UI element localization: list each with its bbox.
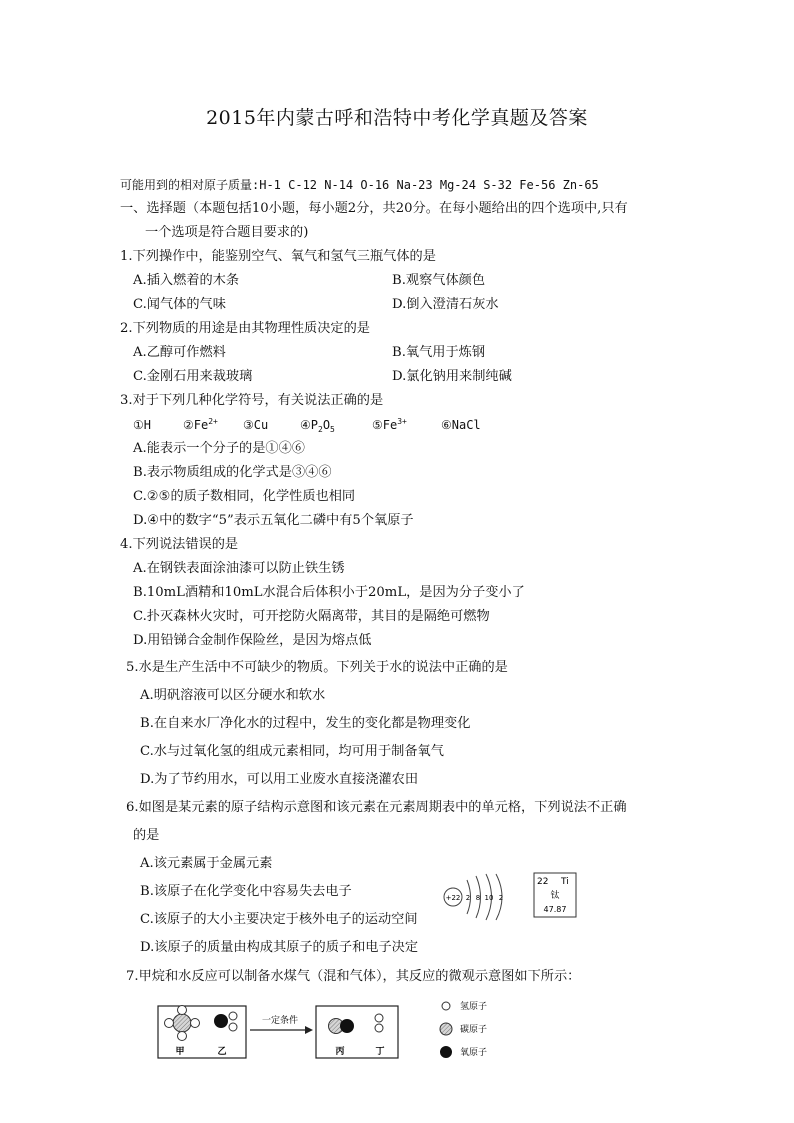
q6-stem-line1: 6.如图是某元素的原子结构示意图和该元素在元素周期表中的单元格，下列说法不正确: [126, 800, 627, 815]
hydrogen-atom: [229, 1012, 237, 1020]
q3-symbol-3: ③Cu: [243, 418, 269, 432]
q2-stem: 2.下列物质的用途是由其物理性质决定的是: [120, 321, 370, 336]
q3-symbol-4: $④P_2O_5$: [300, 418, 335, 434]
product-box: [316, 1006, 398, 1058]
legend-carbon-icon: [440, 1023, 452, 1035]
atom-structure-diagram: [440, 866, 520, 926]
shell-electrons-3: 10: [484, 894, 494, 902]
page-title: 2015年内蒙古呼和浩特中考化学真题及答案: [206, 107, 588, 129]
atomic-mass-line: 可能用到的相对原子质量:H-1 C-12 N-14 O-16 Na-23 Mg-24 S-32 Fe-56 Zn-65: [120, 178, 599, 192]
q1-option-c: C.闻气体的气味: [133, 297, 226, 312]
hydrogen-atom: [165, 1019, 174, 1028]
q3-symbol-6: ⑥NaCl: [441, 418, 481, 432]
label-ding: 丁: [375, 1047, 385, 1057]
q3-option-b: B.表示物质组成的化学式是③④⑥: [133, 465, 332, 480]
cell-atomic-number: 22: [537, 877, 549, 887]
cell-symbol: Ti: [561, 877, 569, 887]
hydrogen-atom: [191, 1019, 200, 1028]
q1-option-b: B.观察气体颜色: [392, 273, 486, 288]
label-jia: 甲: [175, 1047, 185, 1057]
q4-option-b: B.10mL酒精和10mL水混合后体积小于20mL，是因为分子变小了: [133, 585, 525, 600]
carbon-atom: [173, 1014, 191, 1032]
q5-option-a: A.明矾溶液可以区分硬水和软水: [140, 688, 326, 703]
hydrogen-atom: [178, 1006, 187, 1015]
q3-symbol-2: $②Fe^{2+}$: [183, 417, 218, 432]
q3-option-c: C.②⑤的质子数相同，化学性质也相同: [133, 489, 356, 504]
reaction-condition: 一定条件: [261, 1016, 299, 1026]
q5-option-c: C.水与过氧化氢的组成元素相同，均可用于制备氧气: [140, 744, 444, 759]
legend-hydrogen-label: 氢原子: [460, 1002, 488, 1012]
q2-option-c: C.金刚石用来裁玻璃: [133, 369, 253, 384]
q5-stem: 5.水是生产生活中不可缺少的物质。下列关于水的说法中正确的是: [126, 660, 508, 675]
label-yi: 乙: [217, 1047, 227, 1057]
label-bing: 丙: [335, 1047, 345, 1057]
oxygen-atom: [341, 1020, 354, 1033]
legend-oxygen-icon: [441, 1047, 452, 1058]
periodic-table-cell: [533, 872, 577, 918]
section-heading-line2: 一个选项是符合题目要求的): [145, 225, 309, 240]
oxygen-atom: [215, 1015, 228, 1028]
legend-hydrogen-icon: [442, 1002, 450, 1010]
cell-atomic-mass: 47.87: [543, 905, 567, 914]
q4-option-d: D.用铅锑合金制作保险丝，是因为熔点低: [133, 633, 372, 648]
legend-oxygen-label: 氧原子: [460, 1048, 488, 1058]
q6-option-d: D.该原子的质量由构成其原子的质子和电子决定: [140, 940, 419, 955]
q4-stem: 4.下列说法错误的是: [120, 537, 239, 552]
q3-stem: 3.对于下列几种化学符号，有关说法正确的是: [120, 393, 384, 408]
hydrogen-atom: [375, 1014, 383, 1022]
q5-option-b: B.在自来水厂净化水的过程中，发生的变化都是物理变化: [140, 716, 471, 731]
hydrogen-atom: [178, 1032, 187, 1041]
reaction-arrow-head: [305, 1026, 313, 1034]
cell-element-name: 钛: [550, 891, 560, 901]
q5-option-d: D.为了节约用水，可以用工业废水直接浇灌农田: [140, 772, 419, 787]
q2-option-d: D.氯化钠用来制纯碱: [392, 369, 512, 384]
q6-option-b: B.该原子在化学变化中容易失去电子: [140, 884, 352, 899]
shell-electrons-1: 2: [465, 894, 471, 902]
q3-option-a: A.能表示一个分子的是①④⑥: [133, 441, 305, 456]
q3-symbol-5: $⑤Fe^{3+}$: [372, 417, 407, 432]
q2-option-a: A.乙醇可作燃料: [133, 345, 226, 360]
section-heading-line1: 一、选择题（本题包括10小题，每小题2分，共20分。在每小题给出的四个选项中,只有: [120, 201, 628, 216]
q6-option-c: C.该原子的大小主要决定于核外电子的运动空间: [140, 912, 418, 927]
q6-stem-line2: 的是: [133, 828, 160, 843]
hydrogen-atom: [229, 1023, 237, 1031]
shell-electrons-4: 2: [498, 894, 504, 902]
q1-stem: 1.下列操作中，能鉴别空气、氧气和氢气三瓶气体的是: [120, 249, 436, 264]
q2-option-b: B.氧气用于炼钢: [392, 345, 486, 360]
q7-stem: 7.甲烷和水反应可以制备水煤气（混和气体），其反应的微观示意图如下所示：: [126, 969, 581, 984]
q4-option-a: A.在钢铁表面涂油漆可以防止铁生锈: [133, 561, 345, 576]
q1-option-d: D.倒入澄清石灰水: [392, 297, 499, 312]
reaction-legend: [436, 996, 516, 1062]
q6-option-a: A.该元素属于金属元素: [140, 856, 273, 871]
q1-option-a: A.插入燃着的木条: [133, 273, 240, 288]
q3-symbol-1: ①H: [133, 418, 151, 432]
nucleus-charge: +22: [445, 894, 461, 902]
shell-electrons-2: 8: [475, 894, 481, 902]
q4-option-c: C.扑灭森林火灾时，可开挖防火隔离带，其目的是隔绝可燃物: [133, 609, 490, 624]
hydrogen-atom: [375, 1024, 383, 1032]
q3-option-d: D.④中的数字“5”表示五氧化二磷中有5个氧原子: [133, 513, 414, 528]
legend-carbon-label: 碳原子: [460, 1025, 488, 1035]
